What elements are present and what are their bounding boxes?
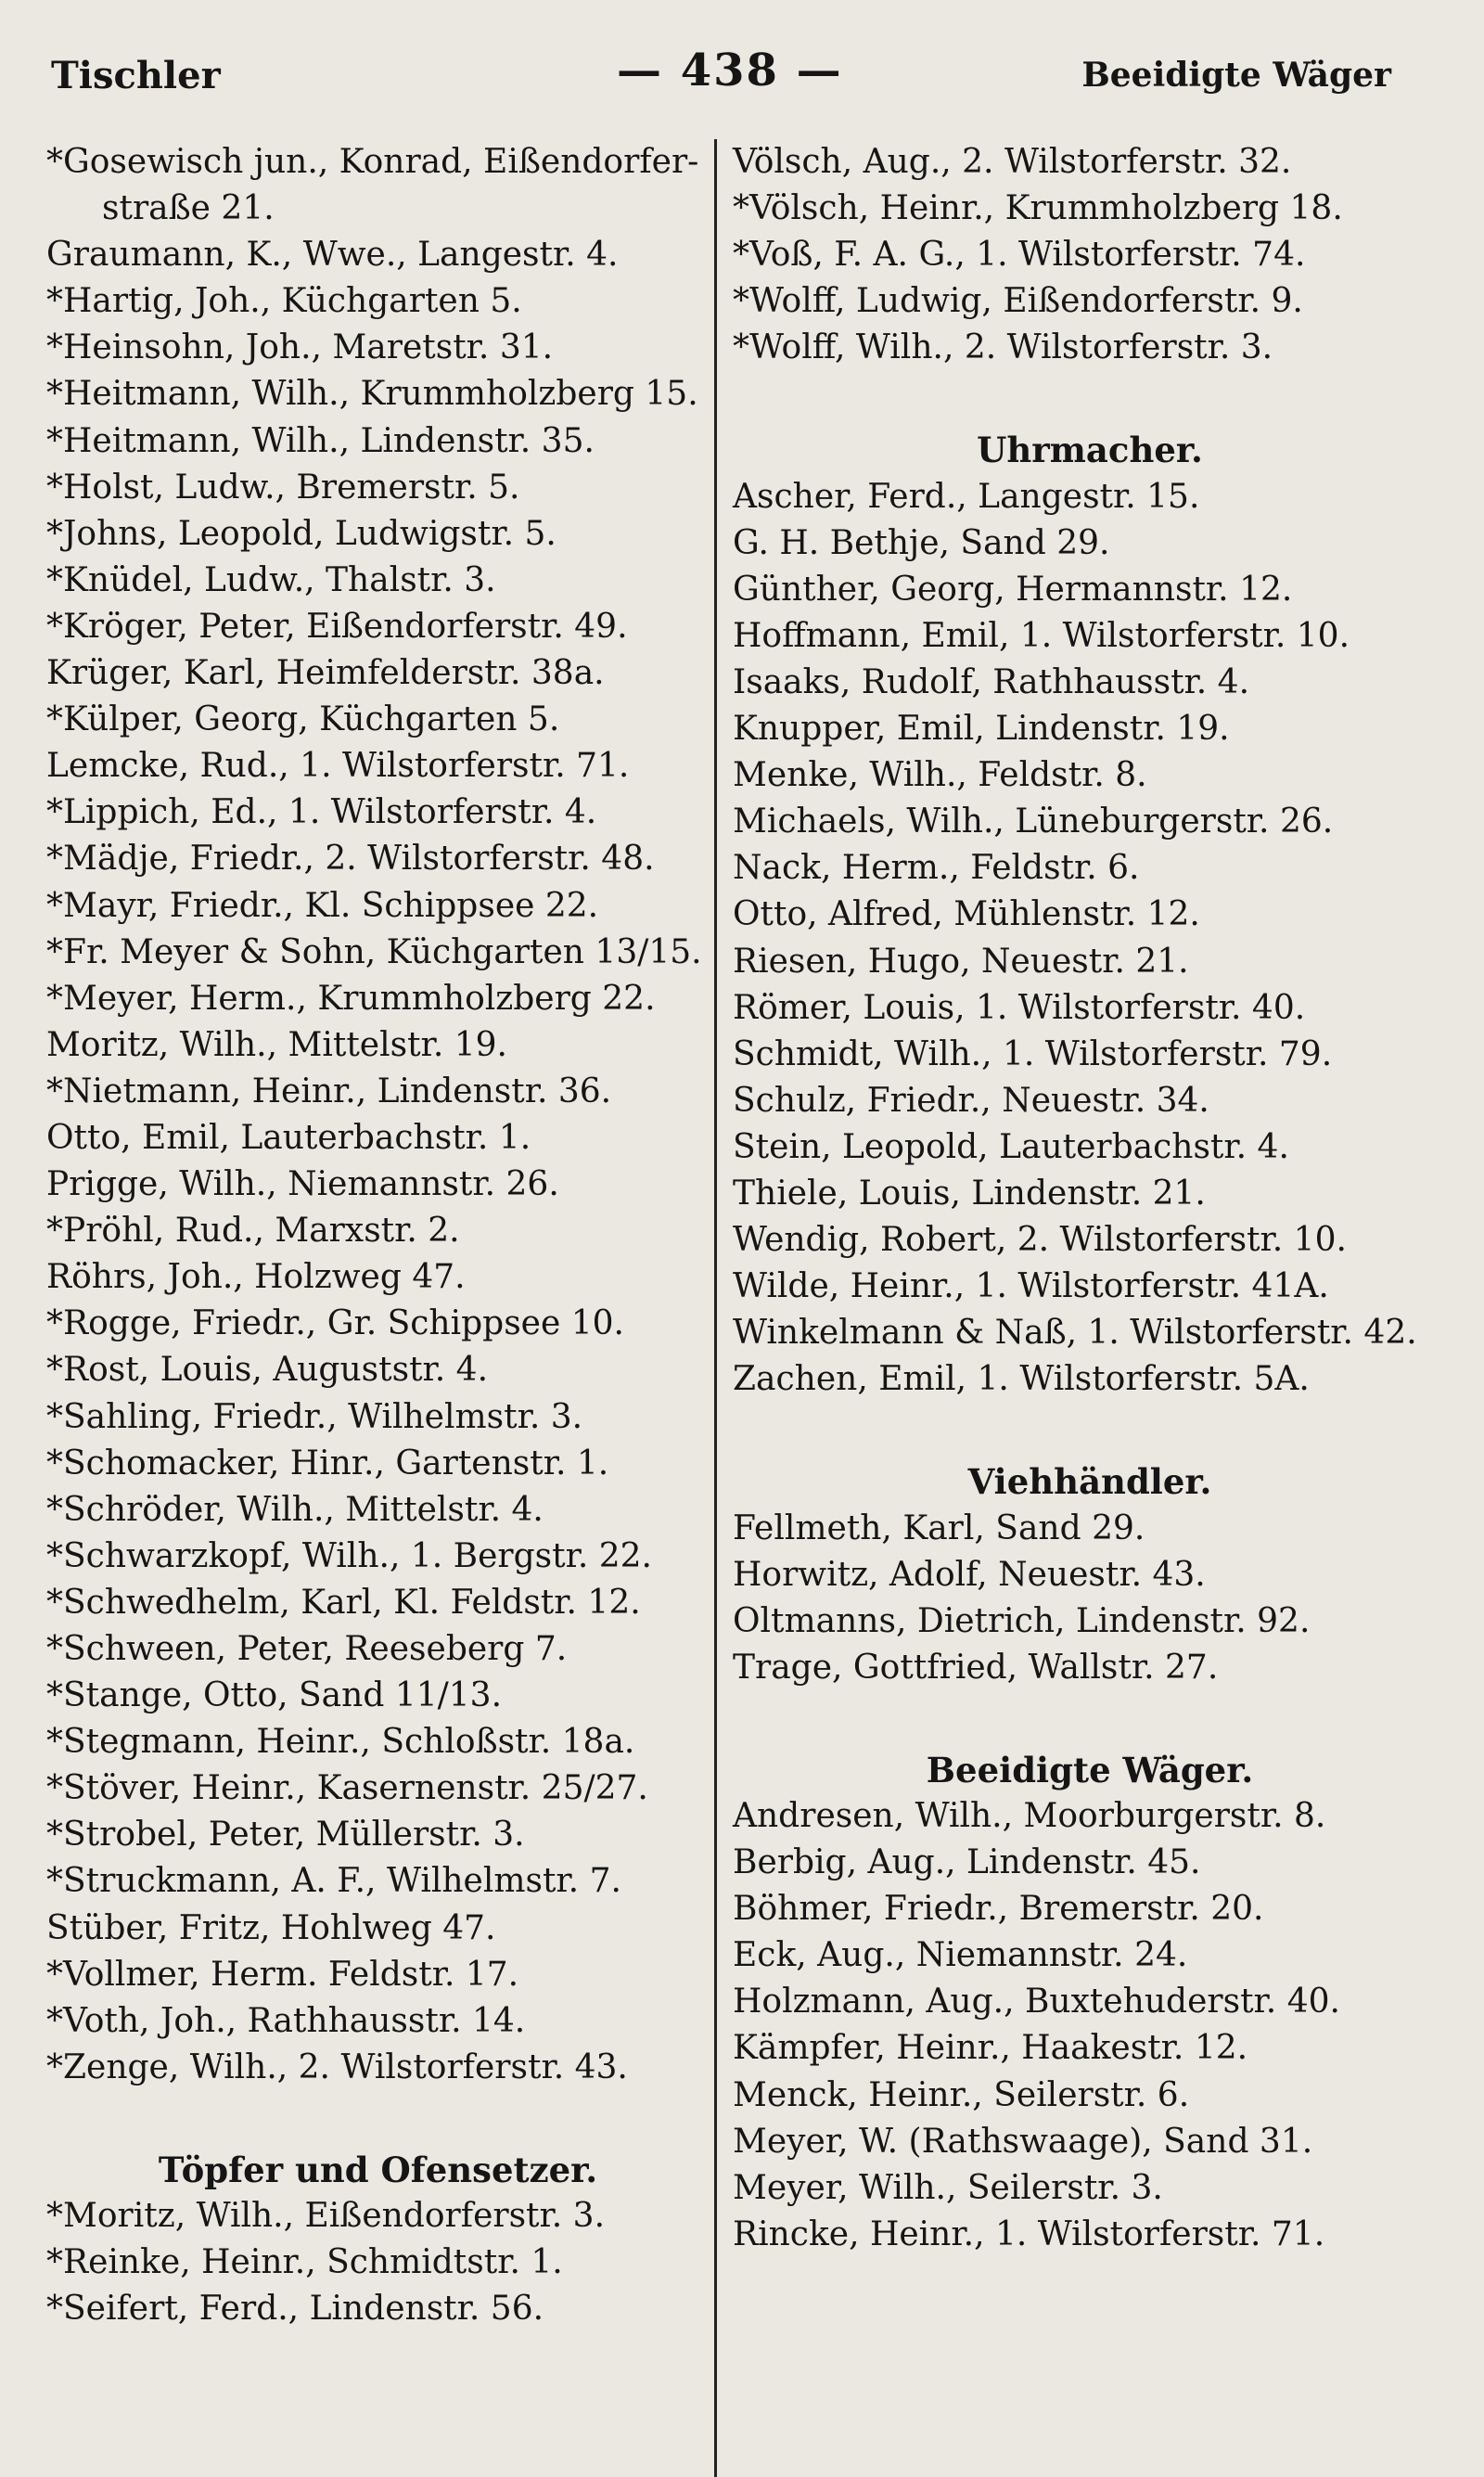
directory-entry: *Gosewisch jun., Konrad, Eißendorfer- — [46, 143, 699, 181]
directory-entry: Prigge, Wilh., Niemannstr. 26. — [46, 1165, 559, 1204]
directory-entry: Menke, Wilh., Feldstr. 8. — [733, 756, 1147, 795]
section-gap — [46, 2091, 710, 2147]
directory-entry: Böhmer, Friedr., Bremerstr. 20. — [733, 1890, 1264, 1929]
directory-entry: Krüger, Karl, Heimfelderstr. 38a. — [46, 654, 605, 693]
directory-entry: Knupper, Emil, Lindenstr. 19. — [733, 710, 1230, 749]
directory-entry: Schulz, Friedr., Neuestr. 34. — [733, 1081, 1209, 1120]
directory-entry: *Schwarzkopf, Wilh., 1. Bergstr. 22. — [46, 1536, 652, 1575]
toepfer-list — [46, 2193, 710, 2332]
directory-entry: *Schomacker, Hinr., Gartenstr. 1. — [46, 1444, 609, 1482]
directory-entry: *Heitmann, Wilh., Krummholzberg 15. — [46, 375, 698, 414]
directory-entry: *Johns, Leopold, Ludwigstr. 5. — [46, 514, 556, 553]
directory-entry: Stein, Leopold, Lauterbachstr. 4. — [733, 1127, 1289, 1166]
directory-entry: *Wolff, Wilh., 2. Wilstorferstr. 3. — [733, 328, 1273, 367]
directory-entry: *Meyer, Herm., Krummholzberg 22. — [46, 979, 656, 1018]
directory-entry: Winkelmann & Naß, 1. Wilstorferstr. 42. — [733, 1314, 1417, 1353]
directory-entry: Michaels, Wilh., Lüneburgerstr. 26. — [733, 802, 1334, 841]
directory-entry: *Heitmann, Wilh., Lindenstr. 35. — [46, 421, 595, 460]
directory-entry: *Wolff, Ludwig, Eißendorferstr. 9. — [733, 282, 1303, 321]
directory-entry: *Nietmann, Heinr., Lindenstr. 36. — [46, 1072, 612, 1110]
section-title-viehhaendler: Viehhändler. — [967, 1461, 1212, 1503]
directory-entry: Rincke, Heinr., 1. Wilstorferstr. 71. — [733, 2214, 1325, 2253]
directory-entry: Schmidt, Wilh., 1. Wilstorferstr. 79. — [733, 1034, 1333, 1073]
directory-entry: *Vollmer, Herm. Feldstr. 17. — [46, 1955, 519, 1994]
directory-entry: *Stöver, Heinr., Kasernenstr. 25/27. — [46, 1769, 648, 1808]
directory-entry: *Mädje, Friedr., 2. Wilstorferstr. 48. — [46, 840, 655, 879]
directory-entry: *Knüdel, Ludw., Thalstr. 3. — [46, 560, 496, 599]
directory-entry: Wendig, Robert, 2. Wilstorferstr. 10. — [733, 1221, 1347, 1260]
directory-entry: *Lippich, Ed., 1. Wilstorferstr. 4. — [46, 793, 597, 832]
column-divider — [714, 139, 717, 2477]
directory-entry: Günther, Georg, Hermannstr. 12. — [733, 570, 1293, 609]
directory-entry: Moritz, Wilh., Mittelstr. 19. — [46, 1025, 507, 1064]
directory-entry: Otto, Alfred, Mühlenstr. 12. — [733, 895, 1200, 934]
directory-entry: *Völsch, Heinr., Krummholzberg 18. — [733, 189, 1343, 228]
directory-entry: *Rogge, Friedr., Gr. Schippsee 10. — [46, 1304, 624, 1343]
directory-entry: *Moritz, Wilh., Eißendorferstr. 3. — [46, 2197, 606, 2236]
directory-entry: *Sahling, Friedr., Wilhelmstr. 3. — [46, 1397, 583, 1436]
uhrmacher-list — [733, 474, 1447, 1404]
directory-entry: Menck, Heinr., Seilerstr. 6. — [733, 2075, 1190, 2114]
directory-entry: Römer, Louis, 1. Wilstorferstr. 40. — [733, 988, 1306, 1027]
directory-entry: Horwitz, Adolf, Neuestr. 43. — [733, 1555, 1206, 1594]
left-column — [46, 139, 710, 2332]
directory-entry: *Fr. Meyer & Sohn, Küchgarten 13/15. — [46, 932, 702, 971]
directory-entry: Nack, Herm., Feldstr. 6. — [733, 849, 1140, 888]
directory-entry: Trage, Gottfried, Wallstr. 27. — [733, 1648, 1219, 1687]
directory-entry: Isaaks, Rudolf, Rathhausstr. 4. — [733, 662, 1250, 701]
directory-entry: *Schwedhelm, Karl, Kl. Feldstr. 12. — [46, 1583, 641, 1622]
directory-entry: Thiele, Louis, Lindenstr. 21. — [733, 1174, 1206, 1213]
waeger-list — [733, 1793, 1447, 2258]
directory-entry: Otto, Emil, Lauterbachstr. 1. — [46, 1118, 531, 1157]
directory-entry: *Pröhl, Rud., Marxstr. 2. — [46, 1212, 460, 1251]
directory-entry: Meyer, Wilh., Seilerstr. 3. — [733, 2168, 1163, 2207]
directory-entry: Röhrs, Joh., Holzweg 47. — [46, 1258, 466, 1297]
tischler-cont-list — [733, 139, 1447, 371]
directory-entry: Kämpfer, Heinr., Haakestr. 12. — [733, 2029, 1248, 2068]
directory-entry: *Holst, Ludw., Bremerstr. 5. — [46, 468, 520, 507]
directory-entry: *Strobel, Peter, Müllerstr. 3. — [46, 1816, 525, 1855]
header-right-title: Beeidigte Wäger — [1081, 56, 1391, 95]
directory-entry: Graumann, K., Wwe., Langestr. 4. — [46, 236, 619, 275]
directory-entry: Zachen, Emil, 1. Wilstorferstr. 5A. — [733, 1360, 1310, 1399]
directory-entry: Lemcke, Rud., 1. Wilstorferstr. 71. — [46, 747, 630, 786]
directory-entry: Oltmanns, Dietrich, Lindenstr. 92. — [733, 1601, 1311, 1640]
directory-entry: *Schween, Peter, Reeseberg 7. — [46, 1630, 568, 1668]
directory-entry: Andresen, Wilh., Moorburgerstr. 8. — [733, 1797, 1326, 1835]
section-gap — [733, 371, 1447, 427]
right-column — [733, 139, 1447, 2258]
directory-entry: Völsch, Aug., 2. Wilstorferstr. 32. — [733, 143, 1292, 181]
directory-entry: Wilde, Heinr., 1. Wilstorferstr. 41A. — [733, 1267, 1329, 1306]
directory-entry: *Voß, F. A. G., 1. Wilstorferstr. 74. — [733, 236, 1306, 275]
directory-entry: *Seifert, Ferd., Lindenstr. 56. — [46, 2290, 544, 2329]
section-title-toepfer: Töpfer und Ofensetzer. — [158, 2149, 598, 2190]
directory-entry: *Zenge, Wilh., 2. Wilstorferstr. 43. — [46, 2047, 628, 2086]
directory-entry: *Hartig, Joh., Küchgarten 5. — [46, 282, 522, 321]
directory-entry: *Külper, Georg, Küchgarten 5. — [46, 700, 560, 739]
section-gap — [733, 1691, 1447, 1747]
directory-entry: Holzmann, Aug., Buxtehuderstr. 40. — [733, 1983, 1340, 2021]
directory-entry: *Schröder, Wilh., Mittelstr. 4. — [46, 1490, 544, 1529]
directory-entry: *Voth, Joh., Rathhausstr. 14. — [46, 2001, 526, 2040]
directory-entry: Fellmeth, Karl, Sand 29. — [733, 1508, 1145, 1547]
directory-entry: *Kröger, Peter, Eißendorferstr. 49. — [46, 607, 628, 646]
page-header — [51, 45, 1391, 100]
directory-entry: *Rost, Louis, Auguststr. 4. — [46, 1351, 489, 1390]
directory-entry: *Reinke, Heinr., Schmidtstr. 1. — [46, 2243, 563, 2282]
directory-entry: *Struckmann, A. F., Wilhelmstr. 7. — [46, 1862, 621, 1901]
tischler-list — [46, 139, 710, 2091]
directory-entry: Stüber, Fritz, Hohlweg 47. — [46, 1908, 496, 1947]
directory-entry: *Stegmann, Heinr., Schloßstr. 18a. — [46, 1723, 635, 1762]
directory-entry: straße 21. — [102, 189, 275, 228]
page-number: — 438 — — [617, 45, 843, 96]
section-title-waeger: Beeidigte Wäger. — [926, 1749, 1254, 1790]
directory-entry: Berbig, Aug., Lindenstr. 45. — [733, 1843, 1201, 1882]
viehhaendler-list — [733, 1506, 1447, 1691]
directory-entry: *Heinsohn, Joh., Maretstr. 31. — [46, 328, 554, 367]
directory-entry: *Mayr, Friedr., Kl. Schippsee 22. — [46, 886, 599, 925]
directory-entry: Riesen, Hugo, Neuestr. 21. — [733, 942, 1189, 981]
directory-entry: Ascher, Ferd., Langestr. 15. — [733, 477, 1200, 516]
section-gap — [733, 1403, 1447, 1458]
directory-entry: Hoffmann, Emil, 1. Wilstorferstr. 10. — [733, 616, 1350, 655]
directory-entry: *Stange, Otto, Sand 11/13. — [46, 1676, 503, 1715]
section-title-uhrmacher: Uhrmacher. — [977, 430, 1203, 471]
directory-entry: G. H. Bethje, Sand 29. — [733, 523, 1110, 562]
directory-entry: Meyer, W. (Rathswaage), Sand 31. — [733, 2122, 1313, 2161]
directory-entry: Eck, Aug., Niemannstr. 24. — [733, 1936, 1188, 1975]
header-left-title: Tischler — [51, 54, 221, 97]
